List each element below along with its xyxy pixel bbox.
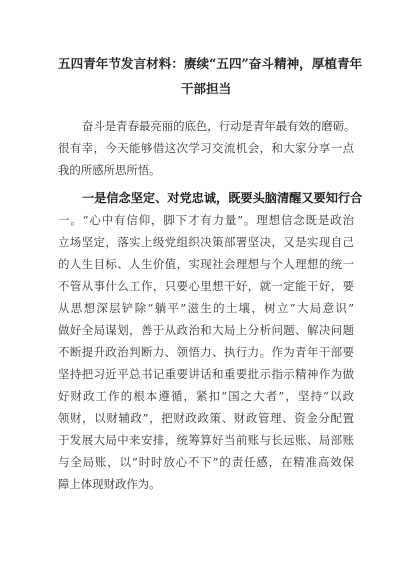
intro-line: 我的所感所思所悟。 <box>58 163 161 177</box>
document-page <box>58 0 363 580</box>
document-title-line-1: 五四青年节发言材料：赓续“五四”奋斗精神，厚植青年 <box>58 56 363 71</box>
body-line: 好财政工作的根本遵循，紧扣“国之大者”，坚持“以政 <box>58 389 354 403</box>
body-line: 障上体现财政作为。 <box>58 477 161 491</box>
body-line: 与全局账，以“时时放心不下”的责任感，在精准高效保 <box>58 455 354 469</box>
body-line: 于发展大局中来安排，统筹算好当前账与长远账、局部账 <box>58 433 354 447</box>
body-line: 一。“心中有信仰，脚下才有力量”。理想信念既是政治 <box>58 213 354 227</box>
body-line: 立场坚定，落实上级党组织决策部署坚决，又是实现自己 <box>58 235 354 249</box>
body-line: 领财，以财辅政”，把财政政策、财政管理、资金分配置 <box>58 411 354 425</box>
intro-line: 奋斗是青春最亮丽的底色，行动是青年最有效的磨砺。 <box>82 119 356 133</box>
body-line: 做好全局谋划，善于从政治和大局上分析问题、解决问题 <box>58 323 354 337</box>
section-heading: 一是信念坚定、对党忠诚，既要头脑清醒又要知行合 <box>82 191 363 205</box>
body-line: 坚持把习近平总书记重要讲话和重要批示指示精神作为做 <box>58 367 354 381</box>
intro-line: 很有幸，今天能够借这次学习交流机会，和大家分享一点 <box>58 141 354 155</box>
body-line: 从思想深层铲除“躺平”滋生的土壤，树立“大局意识” <box>58 301 354 315</box>
body-line: 不断提升政治判断力、领悟力、执行力。作为青年干部要 <box>58 345 354 359</box>
body-line: 不管从事什么工作，只要心里想干好，就一定能干好，要 <box>58 279 354 293</box>
document-title-line-2: 干部担当 <box>180 81 232 96</box>
body-line: 的人生目标、人生价值，实现社会理想与个人理想的统一 <box>58 257 354 271</box>
